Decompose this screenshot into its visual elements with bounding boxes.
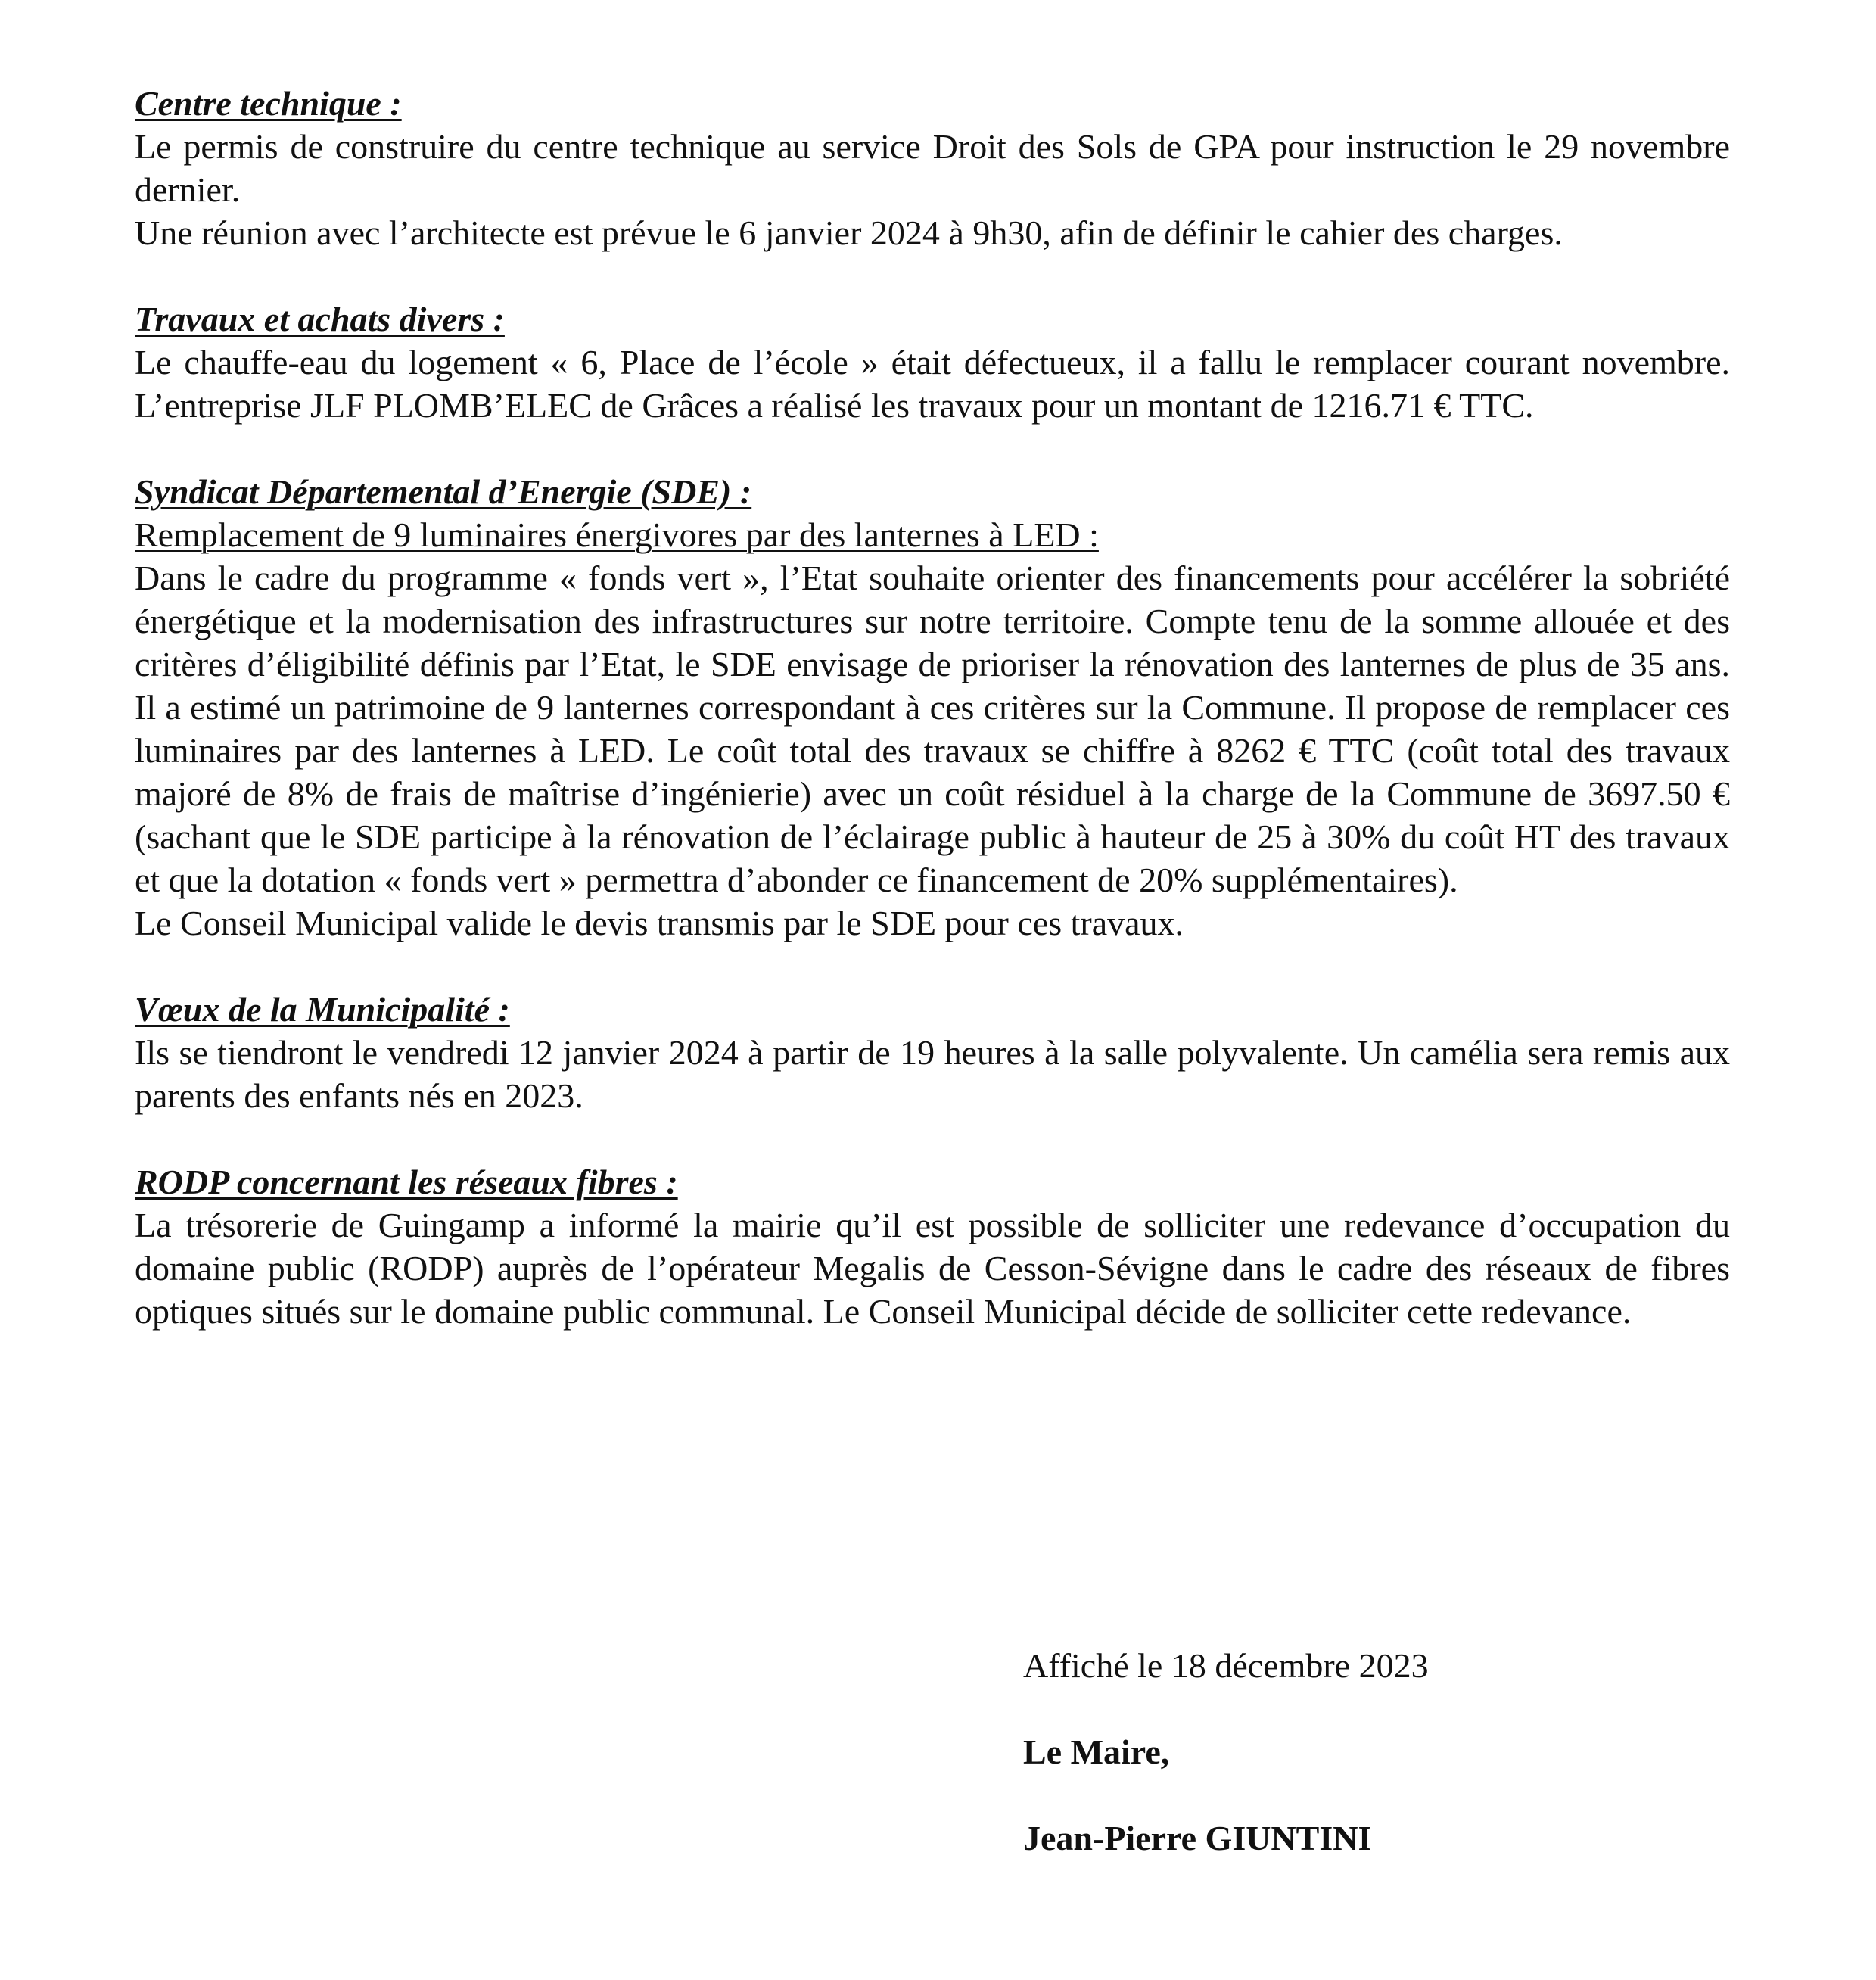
section-paragraph: La trésorerie de Guingamp a informé la mairie qu’il est possible de solliciter une redevance d’occupation du domaine public (RODP) auprès de l’opérateur Megalis de Cesson-Sévigne dans le cadre des réseaux de fibres optiques situés sur le domaine public communal. Le Conseil Municipal décide de solliciter cette redevance. xyxy=(135,1206,1730,1331)
section-travaux-achats xyxy=(135,297,1730,427)
document-body xyxy=(135,82,1730,1376)
section-paragraph: Le chauffe-eau du logement « 6, Place de l’école » était défectueux, il a fallu le remplacer courant novembre. L’entreprise JLF PLOMB’ELEC de Grâces a réalisé les travaux pour un montant de 1216.71 € TTC. xyxy=(135,343,1730,425)
section-subheading: Remplacement de 9 luminaires énergivores par des lanternes à LED : xyxy=(135,515,1099,554)
posted-date: Affiché le 18 décembre 2023 xyxy=(1023,1646,1429,1685)
section-centre-technique xyxy=(135,82,1730,254)
section-heading: Travaux et achats divers : xyxy=(135,300,505,338)
section-heading: Syndicat Départemental d’Energie (SDE) : xyxy=(135,472,752,511)
section-voeux xyxy=(135,988,1730,1117)
signature-block xyxy=(1023,1644,1704,1903)
section-sde xyxy=(135,470,1730,945)
section-paragraph: Le permis de construire du centre technique au service Droit des Sols de GPA pour instruction le 29 novembre dernier. xyxy=(135,127,1730,209)
section-heading: Centre technique : xyxy=(135,84,402,123)
section-heading: Vœux de la Municipalité : xyxy=(135,990,510,1029)
section-paragraph: Une réunion avec l’architecte est prévue le 6 janvier 2024 à 9h30, afin de définir le cahier des charges. xyxy=(135,213,1563,252)
signer-title: Le Maire, xyxy=(1023,1732,1170,1771)
section-paragraph: Dans le cadre du programme « fonds vert », l’Etat souhaite orienter des financements pour accélérer la sobriété énergétique et la modernisation des infrastructures sur notre territoire. Compte tenu de la somme allouée et des critères d’éligibilité définis par l’Etat, le SDE envisage de prioriser la rénovation des lanternes de plus de 35 ans. Il a estimé un patrimoine de 9 lanternes correspondant à ces critères sur la Commune. Il propose de remplacer ces luminaires par des lanternes à LED. Le coût total des travaux se chiffre à 8262 € TTC (coût total des travaux majoré de 8% de frais de maîtrise d’ingénierie) avec un coût résiduel à la charge de la Commune de 3697.50 € (sachant que le SDE participe à la rénovation de l’éclairage public à hauteur de 25 à 30% du coût HT des travaux et que la dotation « fonds vert » permettra d’abonder ce financement de 20% supplémentaires). xyxy=(135,559,1730,899)
section-heading: RODP concernant les réseaux fibres : xyxy=(135,1163,678,1201)
signer-name: Jean-Pierre GIUNTINI xyxy=(1023,1819,1372,1857)
section-paragraph: Ils se tiendront le vendredi 12 janvier 2024 à partir de 19 heures à la salle polyvalente. Un camélia sera remis aux parents des enfants nés en 2023. xyxy=(135,1033,1730,1115)
section-rodp xyxy=(135,1160,1730,1333)
section-paragraph: Le Conseil Municipal valide le devis transmis par le SDE pour ces travaux. xyxy=(135,904,1184,942)
